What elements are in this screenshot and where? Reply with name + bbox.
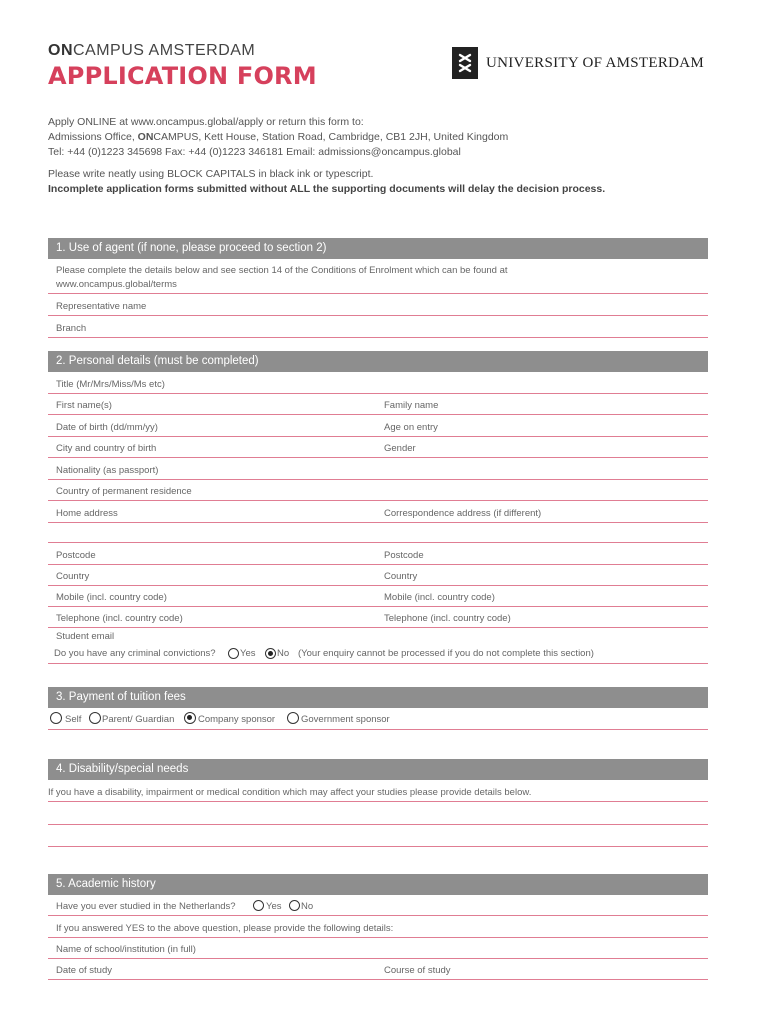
criminal-yes-radio[interactable] — [228, 648, 239, 659]
section-3-heading: 3. Payment of tuition fees — [48, 687, 708, 708]
netherlands-no-radio[interactable] — [289, 900, 300, 911]
intro-text: Apply ONLINE at www.oncampus.global/apply or return this form to: Admissions Office, ONCAMPUS, Kett House, Station Road, Cambridge, CB1 2JH, United Kingdom Tel: +44 (0)1223 345698 Fax: +44 (0)1223 346181 Email: admissions@oncampus.global — [48, 116, 509, 158]
residence-field[interactable]: Country of permanent residence — [48, 480, 708, 501]
representative-field[interactable]: Representative name — [48, 294, 708, 316]
form-title: APPLICATION FORM — [48, 62, 317, 90]
disability-note: If you have a disability, impairment or medical condition which may affect your studies please provide details below. — [48, 787, 532, 798]
payment-parent-radio[interactable] — [89, 712, 101, 724]
nationality-field[interactable]: Nationality (as passport) — [48, 458, 708, 480]
postcode-row[interactable]: Postcode Postcode — [48, 543, 708, 565]
netherlands-no-label: No — [301, 901, 314, 912]
birth-gender-row[interactable]: City and country of birth Gender — [48, 437, 708, 458]
title-field[interactable]: Title (Mr/Mrs/Miss/Ms etc) — [48, 372, 708, 394]
payment-row — [48, 708, 708, 730]
mobile-row[interactable]: Mobile (incl. country code) Mobile (incl. country code) — [48, 586, 708, 607]
disability-line-1[interactable] — [48, 802, 708, 825]
instructions: Please write neatly using BLOCK CAPITALS in black ink or typescript. Incomplete application forms submitted without ALL the supporting documents will delay the decision process. — [48, 168, 606, 195]
netherlands-question: Have you ever studied in the Netherlands? — [56, 901, 236, 912]
disability-line-2[interactable] — [48, 825, 708, 847]
payment-self-label: Self — [65, 714, 82, 725]
university-name: UNIVERSITY OF AMSTERDAM — [486, 54, 705, 71]
telephone-row[interactable]: Telephone (incl. country code) Telephone (incl. country code) — [48, 607, 708, 628]
address-line-2[interactable] — [48, 523, 708, 543]
student-email-label: Student email — [56, 631, 115, 642]
criminal-row — [48, 644, 708, 664]
country-row[interactable]: Country Country — [48, 565, 708, 586]
payment-company-label: Company sponsor — [198, 714, 276, 725]
payment-government-label: Government sponsor — [301, 714, 390, 725]
criminal-no-label: No — [277, 648, 290, 659]
if-yes-note: If you answered YES to the above question, please provide the following details: — [48, 916, 708, 938]
brand-name: ONCAMPUS AMSTERDAM — [48, 42, 256, 59]
payment-parent-label: Parent/ Guardian — [102, 714, 175, 725]
criminal-no-radio[interactable] — [265, 648, 276, 659]
section-1-note: Please complete the details below and see section 14 of the Conditions of Enrolment which can be found at www.oncampus.global/terms — [56, 265, 508, 290]
criminal-question: Do you have any criminal convictions? — [54, 648, 216, 659]
section-5-heading: 5. Academic history — [48, 874, 708, 895]
netherlands-row — [48, 895, 708, 916]
section-1-heading: 1. Use of agent (if none, please proceed to section 2) — [48, 238, 708, 259]
payment-company-radio[interactable] — [184, 712, 196, 724]
netherlands-yes-label: Yes — [266, 901, 282, 912]
address-row[interactable]: Home address Correspondence address (if different) — [48, 501, 708, 523]
payment-self-radio[interactable] — [50, 712, 62, 724]
section-4-heading: 4. Disability/special needs — [48, 759, 708, 780]
study-row[interactable]: Date of study Course of study — [48, 959, 708, 980]
netherlands-yes-radio[interactable] — [253, 900, 264, 911]
dob-row[interactable]: Date of birth (dd/mm/yy) Age on entry — [48, 415, 708, 437]
section-2-heading: 2. Personal details (must be completed) — [48, 351, 708, 372]
branch-field[interactable]: Branch — [48, 316, 708, 338]
name-row[interactable]: First name(s) Family name — [48, 394, 708, 415]
criminal-note: (Your enquiry cannot be processed if you do not complete this section) — [298, 648, 594, 659]
shield-icon — [452, 47, 478, 79]
university-logo — [452, 47, 704, 79]
school-field[interactable]: Name of school/institution (in full) — [48, 938, 708, 959]
criminal-yes-label: Yes — [240, 648, 256, 659]
payment-government-radio[interactable] — [287, 712, 299, 724]
